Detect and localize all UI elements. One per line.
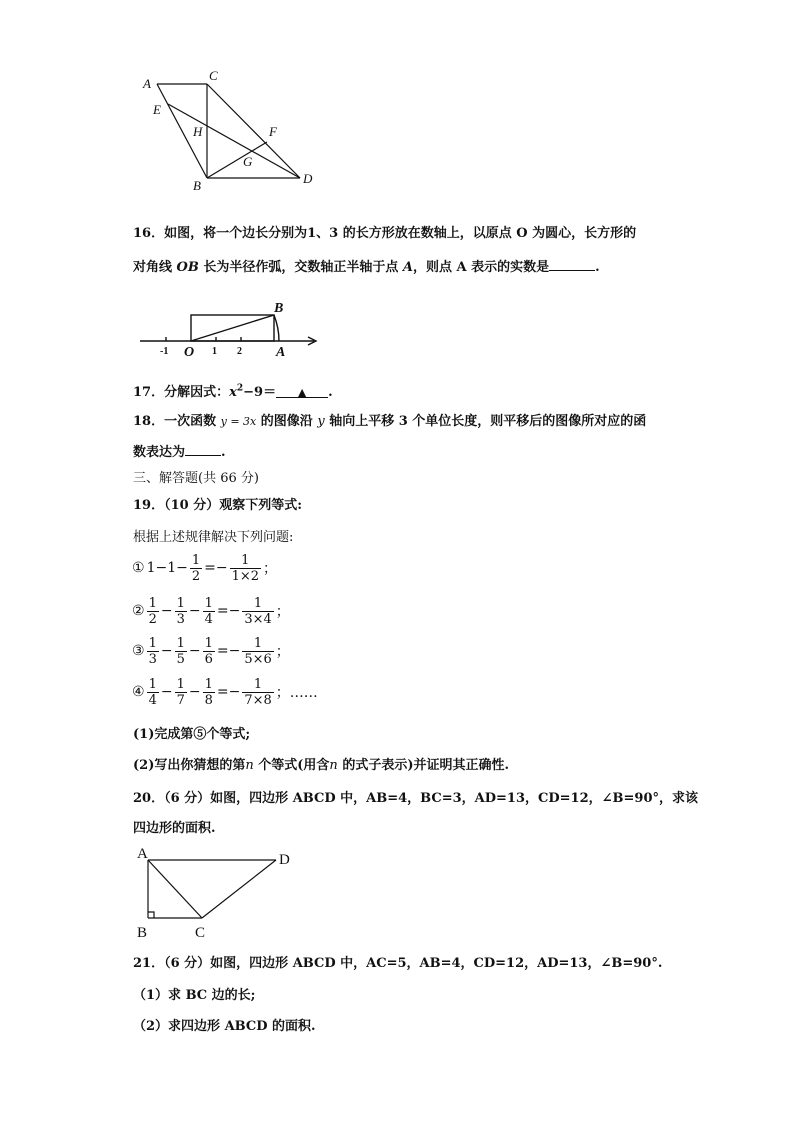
q20-line2: 四边形的面积. (133, 821, 216, 836)
label-a: A (143, 76, 151, 91)
q19-equation-4: ④ $\frac{1}{4}$ − $\frac{1}{7}$ − $\frac{1}{8}$ =− $\frac{1}{7\times 8}$ ；…… (132, 676, 318, 708)
q18-line2: 数表达为 . (133, 445, 226, 460)
label-d: D (303, 171, 313, 186)
label-h: H (193, 124, 203, 139)
figure-q15 (135, 68, 325, 193)
q21-part1: （1）求 BC 边的长; (133, 988, 256, 1003)
label-e: E (153, 102, 161, 117)
label-g: G (243, 154, 253, 169)
answer-blank[interactable] (185, 443, 221, 456)
q19-equation-2: ② $\frac{1}{2}$ − $\frac{1}{3}$ − $\frac{1}{4}$ =− $\frac{1}{3\times 4}$ ； (132, 595, 290, 627)
segment-ac (148, 860, 202, 918)
label-d: D (279, 852, 290, 868)
diagonal-ob (191, 315, 274, 341)
right-angle-mark (148, 912, 154, 918)
q19-head: 19．（10 分）观察下列等式: (133, 498, 303, 513)
label-a: A (137, 846, 148, 862)
q19-intro: 根据上述规律解决下列问题: (133, 530, 294, 545)
label-b: B (193, 178, 201, 193)
segment-bf (207, 142, 267, 178)
tick-label-2: 2 (237, 346, 242, 357)
label-b: B (274, 301, 284, 316)
label-b: B (137, 925, 148, 941)
segment-cd (207, 84, 300, 178)
q16-line1: 16．如图，将一个边长分别为1、3 的长方形放在数轴上，以原点 O 为圆心，长方形的 (133, 226, 637, 241)
tick-label-1: 1 (212, 346, 217, 357)
q19-part2: (2)写出你猜想的第n 个等式(用含n 的式子表示)并证明其正确性. (133, 758, 509, 773)
q19-part1: (1)完成第⑤个等式; (133, 727, 251, 742)
label-a: A (276, 345, 286, 360)
q19-equation-1: ① 1−1− $\frac{1}{2}$ =− $\frac{1}{1\times 2}$ ； (132, 552, 278, 584)
q17-line: 17．分解因式：$x^2-9=$ ▲ . (133, 383, 333, 400)
label-c: C (209, 68, 218, 83)
tick-label-neg1: -1 (160, 346, 169, 357)
label-o: O (184, 345, 195, 360)
arc (274, 315, 279, 341)
q18-line1: 18．一次函数 y = 3x 的图像沿 y 轴向上平移 3 个单位长度，则平移后的图像所对应的函 (133, 414, 647, 429)
figure-q16-number-line (138, 296, 323, 362)
q16-line2: 对角线 OB 长为半径作弧，交数轴正半轴于点 A，则点 A 表示的实数是 . (133, 260, 600, 275)
label-f: F (269, 124, 277, 139)
answer-blank[interactable]: ▲ (276, 385, 328, 398)
label-c: C (195, 925, 206, 941)
section-heading: 三、解答题(共 66 分) (133, 471, 259, 486)
q20-line1: 20．（6 分）如图，四边形 ABCD 中，AB=4，BC=3，AD=13，CD=12，∠B=90°，求该 (133, 791, 698, 806)
q19-equation-3: ③ $\frac{1}{3}$ − $\frac{1}{5}$ − $\frac{1}{6}$ =− $\frac{1}{5\times 6}$ ； (132, 635, 290, 667)
segment-cd (202, 860, 276, 918)
answer-blank[interactable] (549, 258, 595, 271)
q21-line1: 21．（6 分）如图，四边形 ABCD 中，AC=5，AB=4，CD=12，AD=13，∠B=90°. (133, 956, 663, 971)
q21-part2: （2）求四边形 ABCD 的面积. (133, 1019, 316, 1034)
figure-q20 (134, 842, 294, 942)
